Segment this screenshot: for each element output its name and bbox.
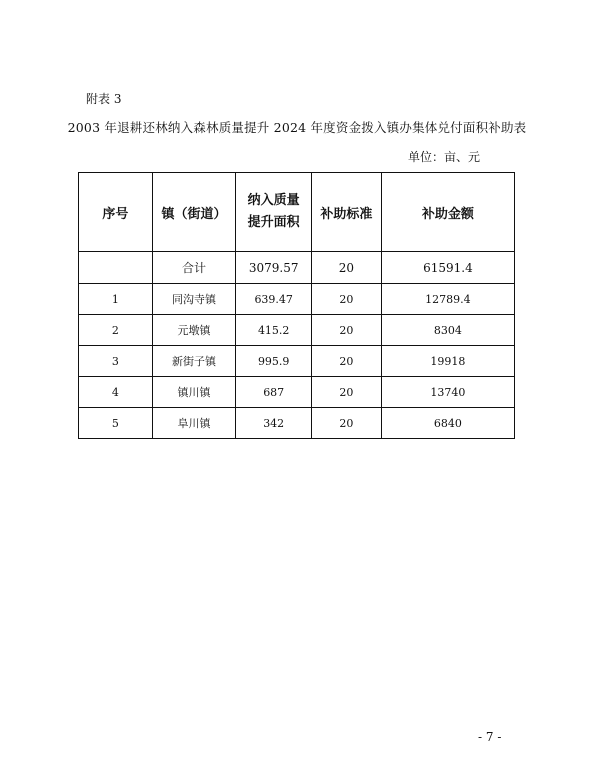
row-standard: 20 <box>311 315 381 346</box>
header-standard: 补助标准 <box>311 173 381 252</box>
header-area-text: 纳入质量提升面积 <box>247 193 300 230</box>
row-town: 新街子镇 <box>152 346 236 377</box>
row-index: 1 <box>79 284 153 315</box>
row-standard: 20 <box>311 377 381 408</box>
table-row <box>79 408 515 439</box>
row-town: 阜川镇 <box>152 408 236 439</box>
table-row <box>79 284 515 315</box>
row-index: 4 <box>79 377 153 408</box>
row-area: 687 <box>236 377 312 408</box>
row-amount: 12789.4 <box>381 284 514 315</box>
header-index: 序号 <box>79 173 153 252</box>
appendix-label: 附表 3 <box>86 92 122 106</box>
row-standard: 20 <box>311 408 381 439</box>
table-row <box>79 377 515 408</box>
total-standard: 20 <box>311 252 381 284</box>
row-area: 995.9 <box>236 346 312 377</box>
row-standard: 20 <box>311 284 381 315</box>
total-label: 合计 <box>152 252 236 284</box>
row-index: 5 <box>79 408 153 439</box>
row-area: 342 <box>236 408 312 439</box>
row-amount: 19918 <box>381 346 514 377</box>
header-amount: 补助金额 <box>381 173 514 252</box>
table-row <box>79 346 515 377</box>
row-standard: 20 <box>311 346 381 377</box>
row-town: 元墩镇 <box>152 315 236 346</box>
row-index: 3 <box>79 346 153 377</box>
row-index: 2 <box>79 315 153 346</box>
row-area: 415.2 <box>236 315 312 346</box>
page-number: - 7 - <box>478 730 502 744</box>
header-area <box>236 173 312 252</box>
table-row <box>79 315 515 346</box>
row-town: 同沟寺镇 <box>152 284 236 315</box>
row-town: 镇川镇 <box>152 377 236 408</box>
unit-note: 单位：亩、元 <box>408 150 481 164</box>
row-amount: 13740 <box>381 377 514 408</box>
row-amount: 6840 <box>381 408 514 439</box>
document-title: 2003 年退耕还林纳入森林质量提升 2024 年度资金拨入镇办集体兑付面积补助表 <box>67 120 527 135</box>
table-header-row <box>79 173 515 252</box>
subsidy-table <box>78 172 515 439</box>
total-index <box>79 252 153 284</box>
total-area: 3079.57 <box>236 252 312 284</box>
header-town: 镇（街道） <box>152 173 236 252</box>
total-amount: 61591.4 <box>381 252 514 284</box>
row-amount: 8304 <box>381 315 514 346</box>
total-row <box>79 252 515 284</box>
row-area: 639.47 <box>236 284 312 315</box>
